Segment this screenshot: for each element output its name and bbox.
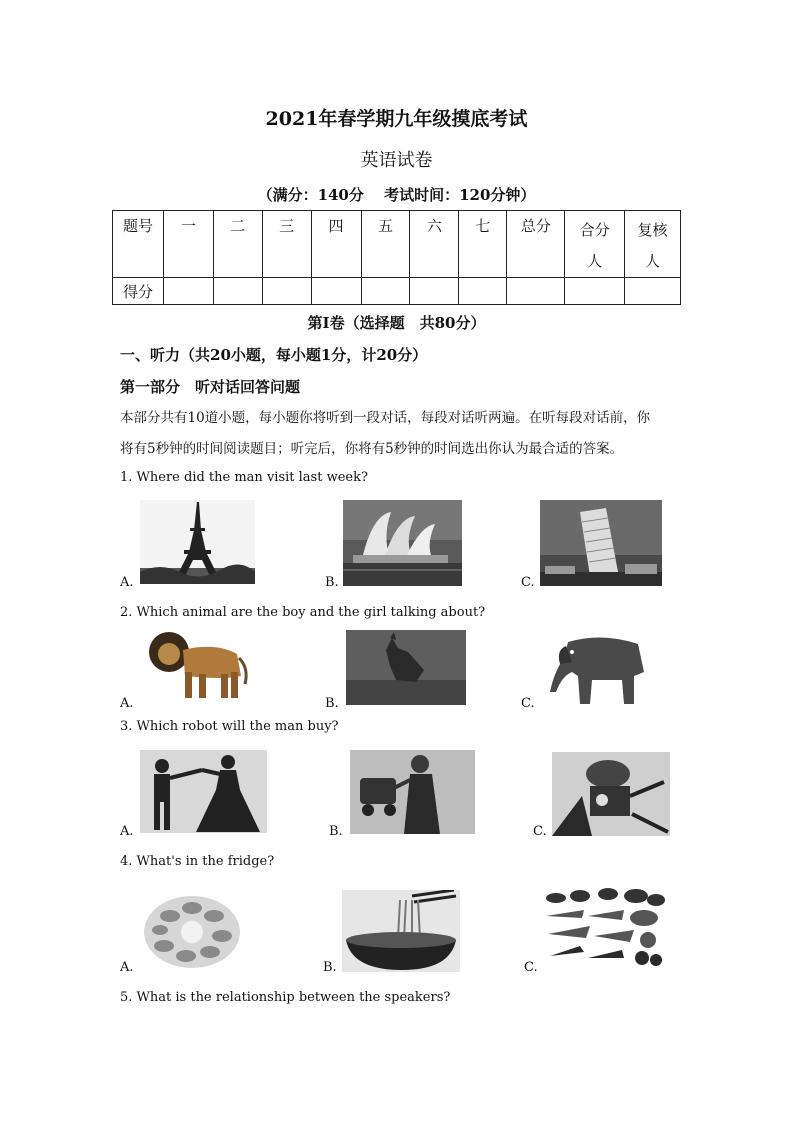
instructions-line: 本部分共有10道小题，每小题你将听到一段对话，每段对话听两遍。在听每段对话前，你 <box>120 410 651 426</box>
option-label: B. <box>323 960 337 975</box>
table-header-cell: 三 <box>262 211 311 278</box>
wolf-picture <box>346 630 466 705</box>
question-3: 3. Which robot will the man buy? <box>120 719 339 734</box>
option-label: B. <box>325 696 339 711</box>
question-2: 2. Which animal are the boy and the girl talking about? <box>120 605 486 620</box>
question-4: 4. What's in the fridge? <box>120 854 275 869</box>
elephant-picture <box>542 632 654 706</box>
score-cell <box>625 278 681 305</box>
dancing-robot-picture <box>140 750 267 833</box>
table-header-cell: 六 <box>410 211 459 278</box>
vegetables-picture <box>544 886 668 970</box>
option-label: C. <box>521 575 535 590</box>
question-5: 5. What is the relationship between the speakers? <box>120 990 451 1005</box>
option-label: A. <box>120 575 134 590</box>
exam-info: （满分：140分 考试时间：120分钟） <box>257 186 536 204</box>
question-1: 1. Where did the man visit last week? <box>120 470 368 485</box>
table-header-cell: 五 <box>361 211 410 278</box>
section-title: 一、听力（共20小题，每小题1分，计20分） <box>120 346 428 364</box>
sydney-opera-house-picture <box>343 500 462 586</box>
exam-title: 2021年春学期九年级摸底考试 <box>265 108 528 130</box>
score-cell <box>507 278 565 305</box>
table-header-cell: 四 <box>311 211 361 278</box>
option-label: C. <box>521 696 535 711</box>
cell-line: 合分 <box>579 221 610 239</box>
table-header-cell <box>625 211 681 278</box>
cooking-robot-picture <box>552 752 670 836</box>
option-label: C. <box>524 960 538 975</box>
instructions-line: 将有5秒钟的时间阅读题目；听完后，你将有5秒钟的时间选出你认为最合适的答案。 <box>120 441 624 457</box>
option-label: B. <box>329 824 343 839</box>
table-row-label: 得分 <box>113 278 164 305</box>
exam-subject: 英语试卷 <box>360 150 433 171</box>
score-cell <box>361 278 410 305</box>
option-label: C. <box>533 824 547 839</box>
score-cell <box>565 278 625 305</box>
cell-line: 人 <box>645 252 661 270</box>
dumplings-picture <box>140 890 244 972</box>
table-header-cell: 二 <box>213 211 262 278</box>
score-cell <box>410 278 459 305</box>
table-header-cell: 一 <box>163 211 213 278</box>
cleaning-robot-picture <box>350 750 475 834</box>
score-cell <box>163 278 213 305</box>
score-cell <box>311 278 361 305</box>
score-cell <box>262 278 311 305</box>
option-label: A. <box>120 696 134 711</box>
table-header-cell: 总分 <box>507 211 565 278</box>
score-cell <box>213 278 262 305</box>
option-label: A. <box>120 824 134 839</box>
score-cell <box>459 278 507 305</box>
score-table <box>112 210 681 305</box>
table-header-cell <box>565 211 625 278</box>
noodles-picture <box>342 890 460 972</box>
volume-title: 第Ⅰ卷（选择题 共80分） <box>307 314 486 332</box>
part-title: 第一部分 听对话回答问题 <box>120 378 301 396</box>
eiffel-tower-picture <box>140 500 255 584</box>
score-table-score-row <box>113 278 681 305</box>
cell-line: 复核 <box>637 221 668 239</box>
table-header-cell: 七 <box>459 211 507 278</box>
option-label: B. <box>325 575 339 590</box>
lion-picture <box>145 628 253 704</box>
leaning-tower-picture <box>540 500 662 586</box>
option-label: A. <box>120 960 134 975</box>
table-header-cell: 题号 <box>113 211 164 278</box>
cell-line: 人 <box>587 252 603 270</box>
score-table-header-row <box>113 211 681 278</box>
